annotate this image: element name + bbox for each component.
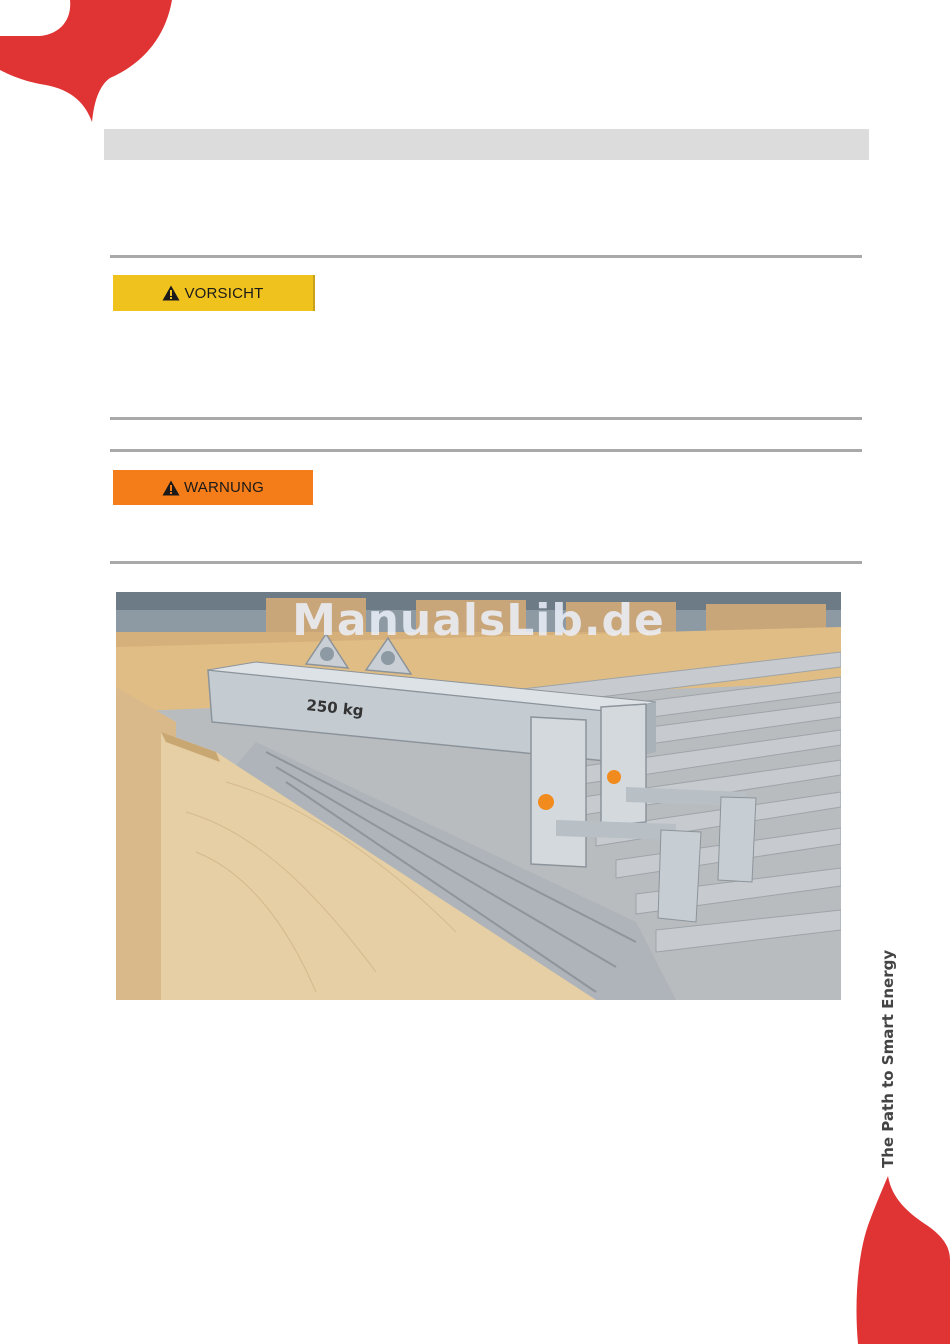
brand-logo-top xyxy=(0,0,180,125)
brand-slogan: The Path to Smart Energy xyxy=(879,949,897,1168)
warning-badge xyxy=(113,470,313,505)
brand-logo-bottom xyxy=(850,1170,950,1344)
load-capacity-label: 250 kg xyxy=(305,696,365,720)
lifting-device-illustration xyxy=(116,592,841,1000)
product-photo xyxy=(116,592,841,1000)
notice-bottom-rule xyxy=(110,561,862,564)
notice-top-rule xyxy=(110,255,862,258)
notice-bottom-rule xyxy=(110,417,862,420)
warning-triangle-icon xyxy=(162,480,180,496)
warning-triangle-icon xyxy=(162,285,180,301)
watermark: ManualsLib.de xyxy=(292,595,665,646)
warning-label: WARNUNG xyxy=(183,479,264,496)
notice-top-rule xyxy=(110,449,862,452)
caution-badge xyxy=(113,275,315,311)
caution-label: VORSICHT xyxy=(184,284,264,302)
section-heading-bar xyxy=(104,129,869,160)
